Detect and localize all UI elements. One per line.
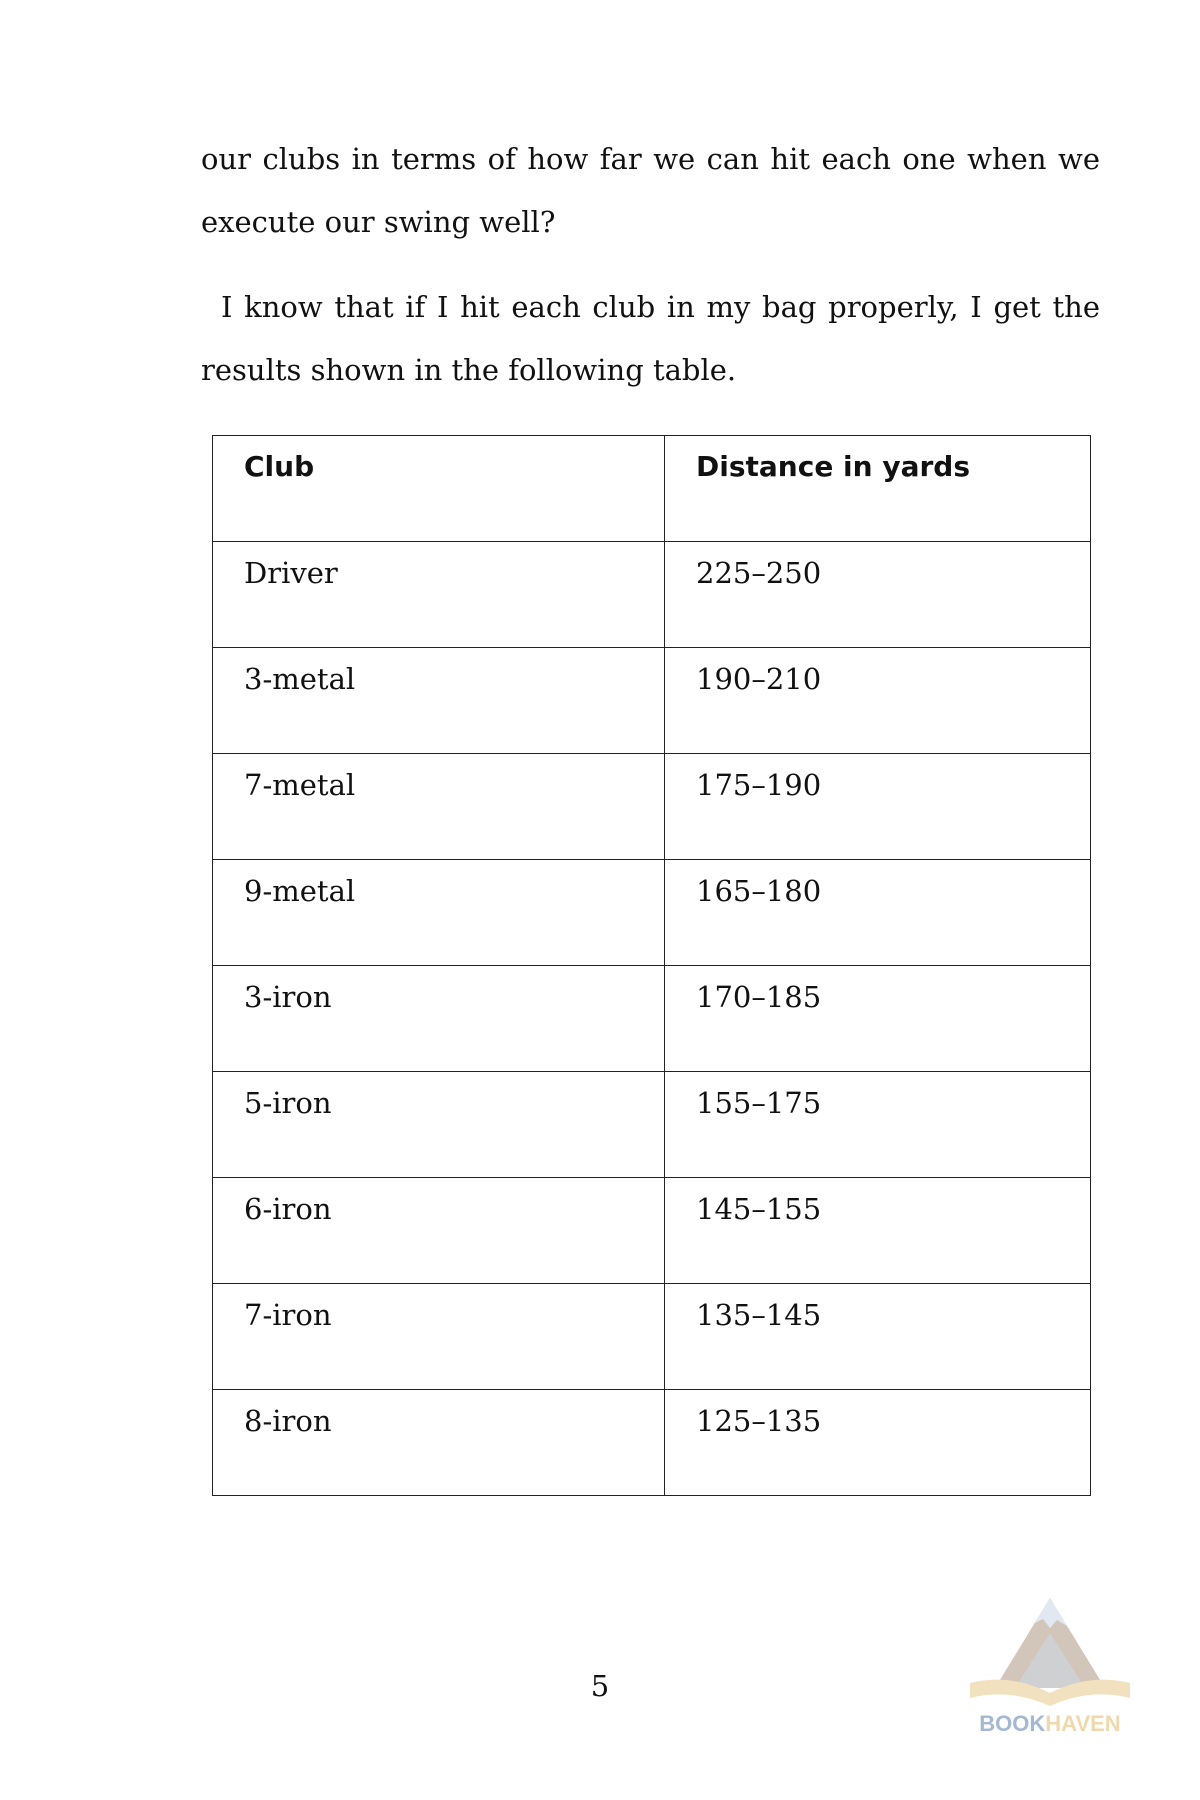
distance-cell: 125–135 [665,1390,1091,1496]
club-cell: 9-metal [213,860,665,966]
header-distance: Distance in yards [665,436,1091,542]
distance-cell: 155–175 [665,1072,1091,1178]
table-row [213,1390,1091,1496]
club-cell: 3-metal [213,648,665,754]
svg-text:BOOKHAVEN: BOOKHAVEN [979,1711,1121,1736]
distance-cell: 135–145 [665,1284,1091,1390]
paragraph-2: I know that if I hit each club in my bag properly, I get the results shown in the following table. [201,290,1100,387]
club-cell: 5-iron [213,1072,665,1178]
club-cell: 8-iron [213,1390,665,1496]
paragraph-1: our clubs in terms of how far we can hit each one when we execute our swing well? [201,142,1100,239]
distance-cell: 190–210 [665,648,1091,754]
distance-cell: 175–190 [665,754,1091,860]
table-row [213,542,1091,648]
club-cell: 7-metal [213,754,665,860]
page-number: 5 [590,1669,610,1703]
distance-cell: 145–155 [665,1178,1091,1284]
table-row [213,1178,1091,1284]
club-distance-table [212,435,1091,1496]
club-cell: 7-iron [213,1284,665,1390]
table-header-row [213,436,1091,542]
table-row [213,860,1091,966]
table-row [213,754,1091,860]
club-cell: 3-iron [213,966,665,1072]
club-cell: Driver [213,542,665,648]
club-cell: 6-iron [213,1178,665,1284]
table-row [213,966,1091,1072]
distance-cell: 225–250 [665,542,1091,648]
mountain-book-logo-icon [955,1588,1145,1748]
header-club: Club [213,436,665,542]
distance-cell: 170–185 [665,966,1091,1072]
table-row [213,1072,1091,1178]
bookhaven-watermark [955,1588,1145,1748]
table-row [213,648,1091,754]
distance-cell: 165–180 [665,860,1091,966]
table-row [213,1284,1091,1390]
